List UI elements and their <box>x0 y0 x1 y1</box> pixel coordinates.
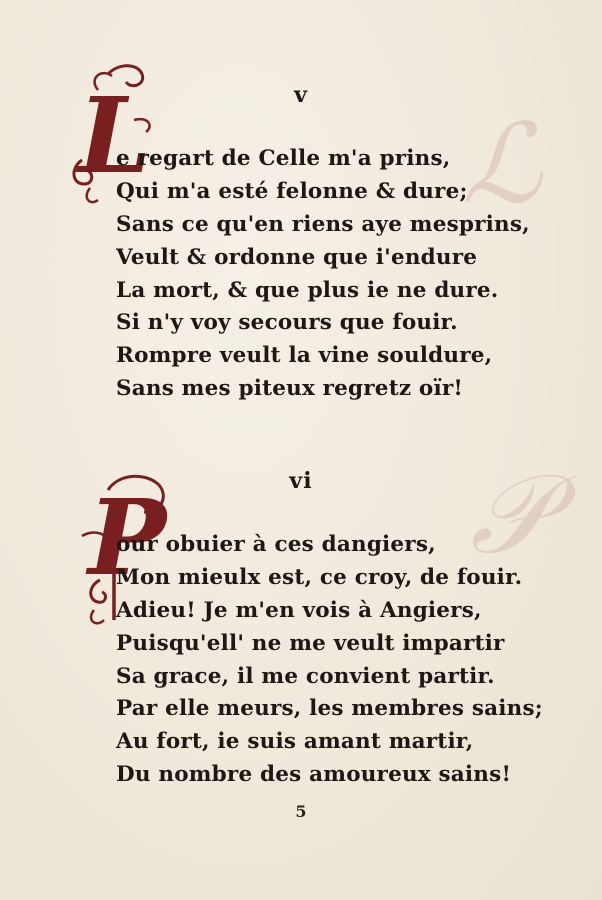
stanza <box>116 529 543 792</box>
page-number: 5 <box>295 802 307 821</box>
verse-line: Sa grace, il me convient partir. <box>116 663 495 689</box>
verse-line: Puisqu'ell' ne me veult impartir <box>116 630 505 656</box>
verse-line: Adieu! Je m'en vois à Angiers, <box>116 597 482 623</box>
section-numeral: vi <box>289 468 313 494</box>
verse-line: Si n'y voy secours que fouir. <box>116 310 458 336</box>
verse-line: Sans mes piteux regretz oïr! <box>116 376 463 402</box>
verse-line: Rompre veult la vine souldure, <box>116 343 493 369</box>
verse-line: La mort, & que plus ie ne dure. <box>116 277 499 303</box>
stanza <box>116 143 530 406</box>
verse-line: Du nombre des amoureux sains! <box>116 762 512 788</box>
verse-line: Veult & ordonne que i'endure <box>116 244 478 270</box>
show-through-mark: ℒ <box>462 100 542 228</box>
verse-line: our obuier à ces dangiers, <box>116 532 436 557</box>
section-numeral: v <box>294 82 308 108</box>
verse-line: Sans ce qu'en riens aye mesprins, <box>116 211 530 237</box>
verse-line: Au fort, ie suis amant martir, <box>116 729 474 755</box>
verse-line: Par elle meurs, les membres sains; <box>116 696 543 722</box>
verse-line: e regart de Celle m'a prins, <box>116 146 451 171</box>
verse-line: Mon mieulx est, ce croy, de fouir. <box>116 564 523 590</box>
verse-line: Qui m'a esté felonne & dure; <box>116 178 468 204</box>
initial-letter: L <box>78 74 152 197</box>
show-through-mark: 𝒫 <box>470 450 550 578</box>
initial-letter: P <box>88 476 167 599</box>
